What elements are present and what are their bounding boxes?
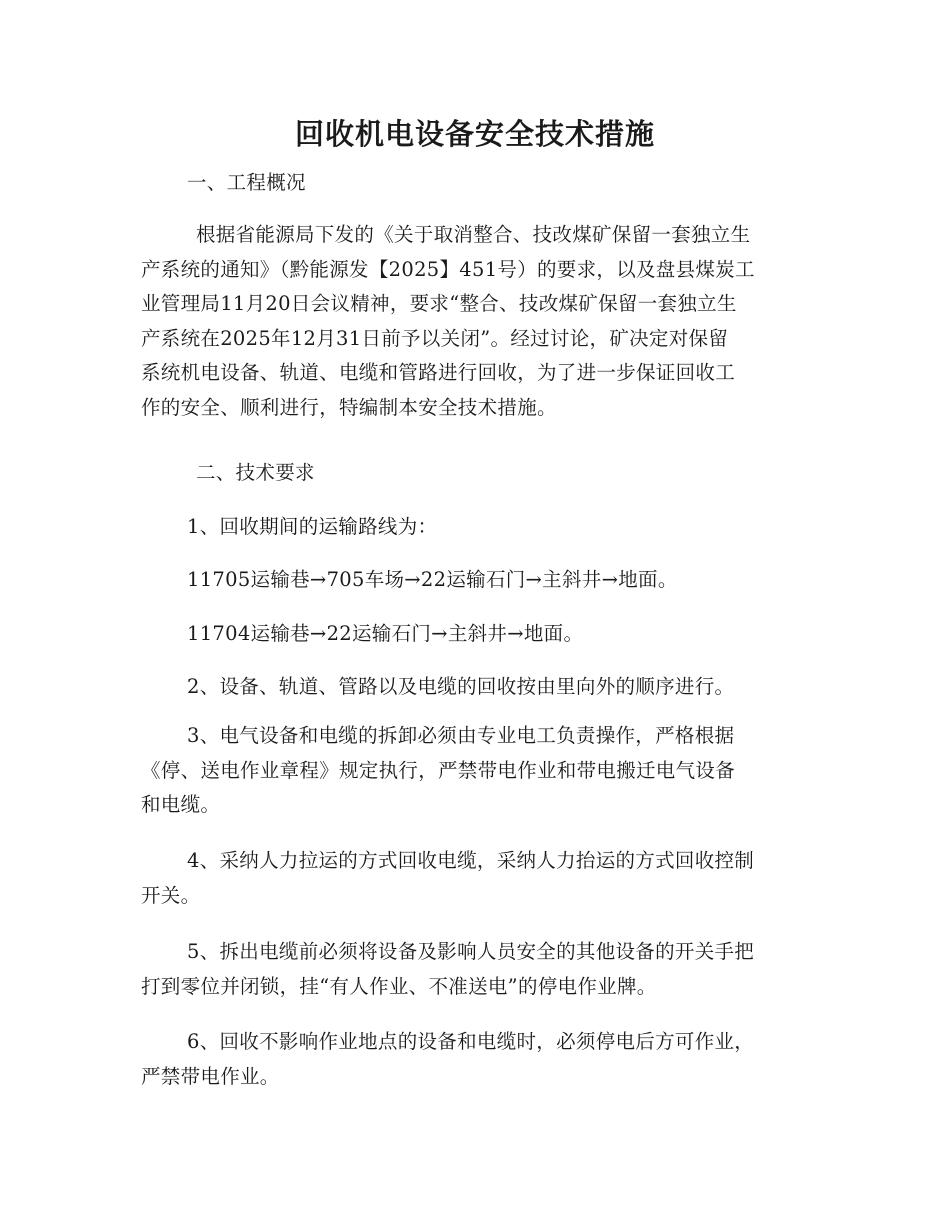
paragraph-line: 开关。	[141, 883, 201, 907]
paragraph-line: 6、回收不影响作业地点的设备和电缆时，必须停电后方可作业，	[187, 1030, 755, 1053]
paragraph-line: 严禁带电作业。	[141, 1064, 280, 1088]
route-line-1: 11705运输巷→705车场→22运输石门→主斜井→地面。	[187, 568, 678, 591]
item-1: 1、回收期间的运输路线为：	[187, 515, 438, 538]
paragraph-line: 3、电气设备和电缆的拆卸必须由专业电工负责操作，严格根据	[187, 724, 735, 747]
section-heading-overview: 一、工程概况	[187, 171, 306, 194]
item-5	[141, 935, 813, 1004]
item-4	[141, 844, 813, 913]
document-title: 回收机电设备安全技术措施	[294, 117, 655, 151]
paragraph-line: 根据省能源局下发的《关于取消整合、技改煤矿保留一套独立生	[196, 223, 751, 246]
item-3	[141, 719, 813, 823]
section-heading-technical: 二、技术要求	[196, 461, 315, 484]
paragraph-line: 产系统在2025年12月31日前予以关闭”。经过讨论，矿决定对保留	[141, 326, 729, 350]
paragraph-line: 业管理局11月20日会议精神，要求“整合、技改煤矿保留一套独立生	[141, 292, 737, 315]
route-line-2: 11704运输巷→22运输石门→主斜井→地面。	[187, 622, 584, 645]
paragraph-line: 打到零位并闭锁，挂“有人作业、不准送电”的停电作业牌。	[141, 974, 657, 998]
paragraph-line: 产系统的通知》（黔能源发【2025】451号）的要求，以及盘县煤炭工	[141, 257, 755, 281]
paragraph-line: 和电缆。	[141, 793, 221, 816]
paragraph-line: 系统机电设备、轨道、电缆和管路进行回收，为了进一步保证回收工	[141, 361, 736, 384]
paragraph-line: 4、采纳人力拉运的方式回收电缆，采纳人力抬运的方式回收控制	[187, 849, 755, 872]
paragraph-line: 作的安全、顺利进行，特编制本安全技术措施。	[141, 395, 557, 419]
item-2: 2、设备、轨道、管路以及电缆的回收按由里向外的顺序进行。	[187, 675, 735, 698]
paragraph-line: 5、拆出电缆前必须将设备及影响人员安全的其他设备的开关手把	[187, 940, 755, 963]
paragraph-overview	[141, 218, 813, 425]
item-6	[141, 1025, 813, 1094]
paragraph-line: 《停、送电作业章程》规定执行，严禁带电作业和带电搬迁电气设备	[141, 758, 736, 782]
